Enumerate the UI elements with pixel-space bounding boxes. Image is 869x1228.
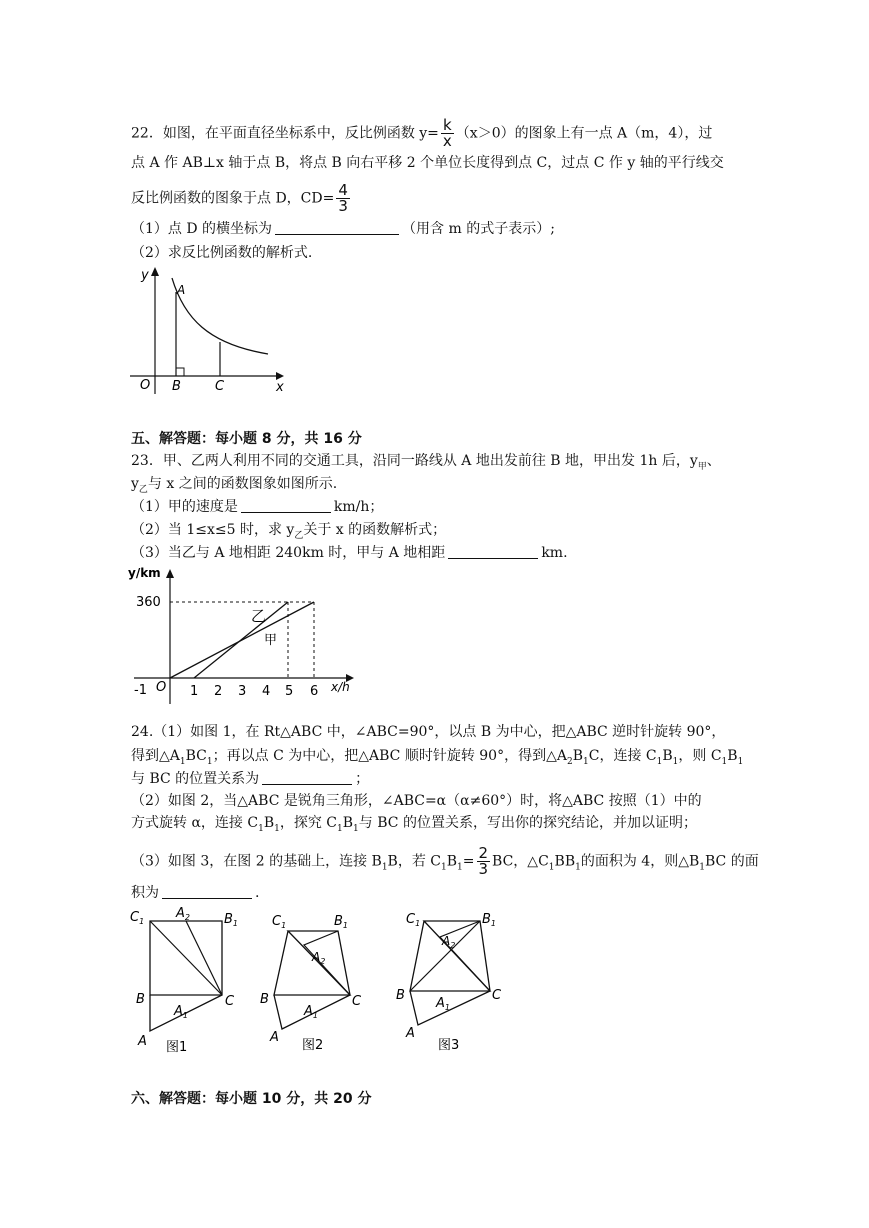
fraction-4-over-3: $\frac{4}{3}$ — [338, 181, 348, 215]
label-ylabel: y/km — [128, 566, 161, 580]
q23-figure — [128, 564, 360, 712]
y-axis-arrow — [166, 569, 174, 578]
q22-line3: 反比例函数的图象于点 D，CD= $\frac{4}{3}$ — [131, 181, 348, 215]
answer-blank[interactable] — [162, 884, 252, 899]
fig3-label-A2: $A_2$ — [442, 934, 456, 950]
fig1-label-A2: $A_2$ — [176, 906, 190, 922]
q24-line5: 方式旋转 α，连接 $C_1B_1$，探究 $C_1B_1$与 BC 的位置关系，写出你的探究结论，并加以证明； — [131, 815, 697, 834]
q22-sub2: （2）求反比例函数的解析式. — [131, 245, 313, 261]
q23-line2: $y_乙$与 x 之间的函数图象如图所示. — [131, 476, 338, 495]
q22-figure — [128, 264, 288, 396]
q23-sub1: （1）甲的速度是 km/h； — [131, 499, 384, 515]
fig1-label-B: B — [136, 992, 145, 1007]
figure-1 — [130, 906, 238, 1055]
fig1-caption: 图1 — [166, 1040, 188, 1055]
answer-blank[interactable] — [275, 220, 399, 235]
q23-sub3: （3）当乙与 A 地相距 240km 时，甲与 A 地相距 km. — [131, 545, 568, 561]
fig1-label-A: A — [138, 1034, 147, 1049]
fig2-label-C: C — [352, 994, 362, 1009]
fraction-k-over-x: $\frac{k}{x}$ — [442, 116, 452, 150]
label-x: x — [276, 380, 284, 395]
fraction-2-over-3: $\frac{2}{3}$ — [478, 844, 489, 878]
q24-line3: 与 BC 的位置关系为 ； — [131, 771, 370, 787]
label-neg1: -1 — [134, 683, 147, 698]
label-origin: O — [156, 680, 167, 695]
fig3-label-A: A — [406, 1026, 415, 1041]
fig2-label-A2: $A_2$ — [312, 950, 326, 966]
label-C: C — [215, 379, 225, 394]
q22-sub1: （1）点 D 的横坐标为 （用含 m 的式子表示）; — [131, 221, 555, 237]
tick-3: 3 — [238, 684, 247, 699]
label-y: y — [141, 268, 149, 283]
q22-line2: 点 A 作 AB⊥x 轴于点 B，将点 B 向右平移 2 个单位长度得到点 C，过点 C 作 y 轴的平行线交 — [131, 155, 724, 171]
y-axis-arrow — [151, 267, 159, 276]
fig3-label-B: B — [396, 988, 405, 1003]
fig1-label-A1: $A_1$ — [174, 1004, 188, 1020]
fig3-label-A1: $A_1$ — [436, 996, 450, 1012]
fig2-label-A1: $A_1$ — [304, 1004, 318, 1020]
label-B: B — [172, 379, 181, 394]
fig2-label-B1: $B_1$ — [334, 914, 349, 930]
q23-sub2: （2）当 1≤x≤5 时，求 $y_乙$关于 x 的函数解析式； — [131, 522, 447, 541]
fig3-caption: 图3 — [438, 1038, 460, 1053]
q24-line2: 得到$\triangle A_1BC_1$；再以点 C 为中心，把△ABC 顺时针旋转 90°，得到$\triangle A_2B_1C$，连接 $C_1B_1$，则 $C_1B_1$ — [131, 748, 744, 767]
q23-line1: 23．甲、乙两人利用不同的交通工具，沿同一路线从 A 地出发前往 B 地，甲出发 1h 后，$y_甲$、 — [131, 453, 721, 472]
tick-2: 2 — [214, 684, 223, 699]
tick-5: 5 — [285, 684, 294, 699]
figure-2 — [260, 914, 362, 1053]
answer-blank[interactable] — [241, 498, 331, 513]
fig3-label-C1: $C_1$ — [406, 912, 421, 928]
label-O: O — [140, 378, 151, 393]
section-6-heading: 六、解答题：每小题 10 分，共 20 分 — [131, 1091, 372, 1107]
tick-4: 4 — [262, 684, 271, 699]
q24-line1: 24.（1）如图 1，在 Rt△ABC 中，∠ABC=90°，以点 B 为中心，把△ABC 逆时针旋转 90°， — [131, 724, 726, 740]
fig1-label-C: C — [225, 994, 235, 1009]
x-axis-arrow — [276, 372, 284, 380]
tick-6: 6 — [310, 684, 319, 699]
q24-line7: 积为 . — [131, 885, 260, 901]
label-A: A — [177, 283, 186, 297]
figure-3 — [396, 912, 502, 1053]
fig3-label-C: C — [492, 988, 502, 1003]
answer-blank[interactable] — [448, 544, 538, 559]
fig1-label-B1: $B_1$ — [224, 912, 239, 928]
fig3-label-B1: $B_1$ — [482, 912, 497, 928]
fig2-label-A: A — [270, 1030, 279, 1045]
tick-1: 1 — [190, 684, 199, 699]
q24-line4: （2）如图 2，当△ABC 是锐角三角形，∠ABC=α（α≠60°）时，将△ABC 按照（1）中的 — [131, 793, 702, 809]
q24-figures — [128, 903, 502, 1055]
label-xlabel: x/h — [331, 680, 350, 694]
label-jia: 甲 — [264, 633, 278, 648]
fig2-label-C1: $C_1$ — [272, 914, 287, 930]
label-360: 360 — [136, 595, 161, 610]
fig2-label-B: B — [260, 992, 269, 1007]
answer-blank[interactable] — [262, 770, 352, 785]
right-angle-mark — [176, 368, 184, 376]
fig1-label-C1: $C_1$ — [130, 910, 145, 926]
section-5-heading: 五、解答题：每小题 8 分，共 16 分 — [131, 431, 362, 447]
fig2-caption: 图2 — [302, 1038, 324, 1053]
label-yi: 乙 — [251, 607, 267, 625]
q24-line6: （3）如图 3，在图 2 的基础上，连接 $B_1B$，若 $C_1B_1=$ $\frac{2}{3}$ BC，$\triangle C_1BB_1$的面积为 4，则$\triangle B_1BC$ 的面 — [131, 844, 759, 878]
q22-line1: 22．如图，在平面直径坐标系中，反比例函数 y= $\frac{k}{x}$ （x＞0）的图象上有一点 A（m，4），过 — [131, 116, 713, 150]
